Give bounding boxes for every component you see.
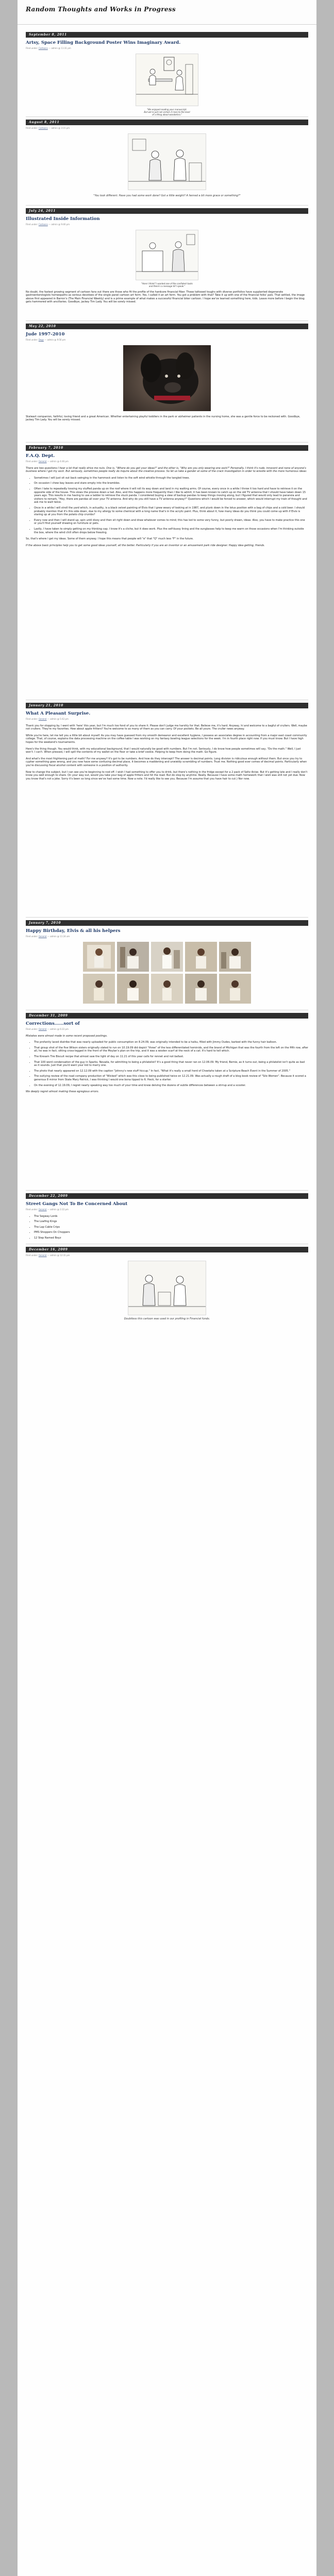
post-meta	[26, 1028, 308, 1031]
meta-time: — admin @ 3:15 pm	[48, 127, 70, 129]
divider	[26, 442, 308, 443]
meta-label: Filed under:	[26, 1028, 38, 1030]
category-link[interactable]: Cartoons	[38, 223, 48, 226]
post-5	[26, 445, 308, 550]
post-paragraph: And what's the most frightening part of math? For me anyway? It's got to be numbers. And how do they intercept? The answer is decimal points. Long division is ridiculous enough without them. But once you try to cypher something goes wrong, and you now have some confusing decimal place, it becomes a maddening and unwieldy scrambling of numbers. Trust me. Nothing good ever comes of decimal points. Particularly when you're discussing fiscal alcohol content with someone in a position of authority.	[26, 757, 307, 767]
post-intro: Mistakes were almost made in some recent proposed postings.	[26, 1034, 108, 1038]
caption-line: and there's a message till I speak."	[148, 284, 186, 287]
elvis-photo-strip	[26, 942, 308, 972]
post-meta	[26, 338, 308, 342]
cartoon-image	[136, 54, 198, 106]
list-item: • Often I take to repeatedly tossing my stuffed panda up on the roof where it will roll its way down and land in my waiting arms. Of course, every once in a while I throw it too hard and have to retrieve it on the opposite side of the house. This slows the process down a tad. Also, and this happens more frequently than I like to admit, it has been known to catch up on the old TV antenna that I should have taken down 15 years ago. This results in me having to use a ladder to retrieve the stuck panda. I considered buying a slew of backup pandas to keep things moving along, but I figured that would only lead to paranoia and visitors to remark, "Hey, there are pandas all over your TV antenna. And why do you still have a TV antenna anyway?" Questions which I would be forced to answer, which would interrupt my train of thought and ask me to wait twice.	[34, 487, 308, 504]
meta-time: — admin @ 9:56 pm	[44, 338, 66, 341]
elvis-photo[interactable]	[117, 942, 149, 972]
post-4	[26, 324, 308, 425]
post-paragraph: No doubt, the fastest growing segment of cartoon fans out there are those who fit the profile of the hardcore financial fiber. These tattooed toughs with diverse portfolios have supplanted degenerate gastroenterologists homeopaths as serious devotees of the single panel cartoon art form. Yes, I called it an art form. You got a problem with that? Take it up with one of the financial folks' pals. That settled, the image above first appeared in Barron's (The Main Financial Weekly) and is a prime example of what makes a successful financial biker cartoon. I hope we've learned something here, kids. Leave more before I begin the blog gets hammered with ancillaries. Goodbye, jackey Tim Lady. You will be sorely missed.	[26, 290, 305, 304]
post-body	[26, 415, 308, 422]
list-item: • That 100 word condensation of the guy in Sparks, Nevada, for admitting to being a philatelist? It's a good thing that never ran on 12.06.09. My friend, Bernie, as it turns out, being a philatelist isn't quite as bad as it sounds. Just that you'd want your kid to marry one.	[34, 1061, 308, 1067]
post-meta	[26, 1208, 308, 1212]
list-item: • The profanity laced diatribe that was nearly uploaded for public consumption on 8.24.09, was originally intended to be a haiku, filled with Jimmy Dudes, barbed with the funny hair balloon.	[34, 1041, 308, 1044]
post-title[interactable]: F.A.Q. Dept.	[26, 453, 55, 459]
category-link[interactable]: General	[38, 1254, 47, 1257]
meta-label: Filed under:	[26, 223, 38, 226]
cartoon-caption	[26, 282, 308, 287]
post-paragraph: Here's the thing though. You would think, with my educational background, that I would naturally be good with numbers. But I'm not. Seriously, I do know how people sometimes will say, "Do the math." Well, I just won't. I can't. When pressed, I will spill the contents of my wallet on the floor or take a brief cookie. Helping to keep from doing the math. Go figure.	[26, 747, 301, 754]
meta-label: Filed under:	[26, 460, 38, 463]
post-meta	[26, 935, 308, 939]
list-item: • The outlying review of the road company production of "Wicked" which was this close to being published twice on 12.21.09. Was actually a rough draft of a blog book review of "Silo Women". Because it scored a generous 8 mirror from State Mary Patrick, I was thinking I would one bona tipped to 6. Heck, for a starter.	[34, 1075, 308, 1081]
post-date: December 16, 2009	[26, 1247, 308, 1252]
post-title[interactable]: Jude 1997-2010	[26, 332, 65, 337]
post-8	[26, 1013, 308, 1097]
dog-photo	[123, 345, 211, 411]
category-link[interactable]: General	[38, 718, 47, 720]
category-link[interactable]: Cartoons	[38, 127, 48, 129]
list-item: • PMS Shoppers On Choppers	[34, 1231, 308, 1234]
post-date: December 22, 2009	[26, 1193, 308, 1199]
meta-time: — admin @ 9:46 pm	[48, 223, 70, 226]
caption-line: "We enjoyed reading your manuscript.	[147, 108, 187, 111]
post-body	[26, 724, 308, 781]
cartoon-image	[128, 1261, 206, 1315]
post-intro: There are two questions I hear a lot that really drive me nuts. One is, "Where do you get your ideas?" and the other is, "Why are you only wearing one sock?" Personally, I think it's rude, innocent and none of anyone's business where I got my sock. But seriously, sometimes people really do inquire about the creative process. So let us take a gander at some of the crack investigation in order to wrestle with the more humorous ideas:	[26, 466, 307, 473]
post-meta	[26, 127, 308, 130]
post-paragraph: So, that's where I get my ideas. Some of them anyway. I hope this means that people will "e" that "Q" much less "F" in the future.	[26, 537, 194, 541]
category-link[interactable]: Dogs	[38, 338, 44, 341]
post-paragraph: We deeply regret almost making these egregious errors.	[26, 1090, 99, 1094]
post-date: August 8, 2011	[26, 120, 308, 125]
post-date: May 22, 2010	[26, 324, 308, 329]
category-link[interactable]: Cartoons	[38, 47, 48, 49]
elvis-photo[interactable]	[219, 942, 251, 972]
post-title[interactable]: Street Gangs Not To Be Concerned About	[26, 1201, 128, 1207]
list-item: • The Lap Cable Crips	[34, 1226, 308, 1229]
meta-label: Filed under:	[26, 1254, 38, 1257]
post-6	[26, 703, 308, 784]
post-2	[26, 120, 308, 197]
list-item: • 12 Step Named Boyz	[34, 1236, 308, 1240]
list-item: • Once in a while I will stroll the yard which, in actuality, is a black velvet painting of Elvis that I grew weary of looking at in 1987, and plunk down in the lotus position with a bag of chips and a cold beer. I should probably mention that it's this side down, due to my allergy to some chemical with a long name that's in the acrylic paint. Plus, think about it, how many ideas do you think you could come up with if Elvis is staring up at you from the potato chip crumbs?	[34, 506, 308, 517]
meta-time: — admin @ 2:22 pm	[47, 1208, 69, 1211]
meta-label: Filed under:	[26, 47, 38, 49]
post-1	[26, 32, 308, 116]
list-item: • The photo that nearly appeared on 12.12.09 with the caption "Johnny's new stuff hiccup." In fact, "What it's really a small herd of Cheetahs taken at a Scripture Beach Event in the Summer of 2005."	[34, 1070, 308, 1073]
page	[18, 0, 316, 2576]
elvis-photo[interactable]	[117, 974, 149, 1004]
list-item: • The Segway Lords	[34, 1215, 308, 1218]
post-body	[26, 291, 308, 304]
meta-label: Filed under:	[26, 127, 38, 129]
post-title[interactable]: Corrections......sort of	[26, 1021, 80, 1026]
list-item: • Lastly, I have taken to simply getting on my thinking cap. I know it's a cliche, but it does work. Plus the self-bussy lining and the sunglasses help to keep me warm on those occasions when I'm thinking outside the box, where the wind chill often drops below freezing.	[34, 528, 308, 534]
list-item: • That group shot of the five Wilson sisters originally slated to run on 10.19.09 did depict "three" of the less differentiated hominids, and the brand of Michigan that was the fourth from the left on the fifth row, after all, he was in fact, sitting cross-legged in the front of the Moylan's plan on the trip, and it was a woolen scarf at the neck of a cat. It's hard to tell which.	[34, 1046, 308, 1053]
category-link[interactable]: General	[38, 935, 47, 938]
post-date: September 8, 2011	[26, 32, 308, 38]
divider	[26, 917, 308, 918]
post-body	[26, 467, 308, 548]
post-9	[26, 1193, 308, 1243]
corrections-list	[26, 1041, 308, 1087]
meta-label: Filed under:	[26, 935, 38, 938]
meta-time: — admin @ 6:22 pm	[47, 1028, 69, 1030]
elvis-photo[interactable]	[83, 942, 115, 972]
post-body	[26, 1215, 308, 1240]
post-title[interactable]: Artsy, Space Filling Background Poster Wins Imaginary Award.	[26, 40, 181, 45]
post-meta	[26, 1254, 308, 1258]
category-link[interactable]: General	[38, 1208, 47, 1211]
post-meta	[26, 718, 308, 721]
list-item: • On the evening of 12.19.09, I regret nearly speaking way too much of your time and knew delving the dozens of subtle differences between a stirrup and a scooter.	[34, 1084, 308, 1088]
gang-list	[26, 1215, 308, 1240]
elvis-photo[interactable]	[185, 942, 217, 972]
list-item: • Every now and then I will stand up, spin until dizzy and then sit right down and draw whatever comes to mind; this has led to some very funny, but poorly drawn, ideas. Also, you have to make practice this one or you'll find yourself drawing on furniture or pets.	[34, 519, 308, 526]
elvis-photo[interactable]	[151, 974, 183, 1004]
meta-time: — admin @ 11:31 pm	[48, 47, 71, 49]
post-date: January 21, 2010	[26, 703, 308, 708]
post-meta	[26, 47, 308, 50]
post-date: December 31, 2009	[26, 1013, 308, 1019]
category-link[interactable]: General	[38, 460, 47, 463]
blog-title[interactable]: Random Thoughts and Works in Progress	[26, 6, 176, 13]
cartoon-caption: Doubtless this cartoon was used in our profiling in Financial funds.	[124, 1317, 210, 1320]
meta-time: — admin @ 4:46 pm	[47, 460, 69, 463]
category-link[interactable]: General	[38, 1028, 47, 1030]
elvis-photo[interactable]	[219, 974, 251, 1004]
post-body	[26, 1035, 308, 1094]
post-date: January 7, 2010	[26, 920, 308, 926]
elvis-photo[interactable]	[185, 974, 217, 1004]
meta-time: — admin @ 5:42 pm	[47, 718, 69, 720]
cartoon-quote: "You look different. Have you had some work done? Got a little weight? A fanned a bit more grace or something?"	[93, 194, 241, 197]
post-paragraph: While you're here, let me tell you a little bit about myself. As you may have guessed from my smooth demeanor and excellent hygiene, I possess an associates degree in accounting from a major east coast community college. That, of course, explains the data processing machine on the coffee table I was working on my fantasy bowling league selections for the week. I'm in fourth place right now. If you must know. But I have high hopes for the weekend's tournaments.	[26, 734, 307, 744]
caption-line: But we're just not certain it rises to the level	[144, 110, 190, 113]
cartoon-image	[136, 230, 198, 280]
list-item: • The Loafing Kings	[34, 1220, 308, 1224]
post-date: July 24, 2011	[26, 208, 308, 214]
divider	[26, 1190, 308, 1191]
post-meta	[26, 460, 308, 464]
list-item: • Sometimes I will just sit out back swinging in the hammock and listen to the soft wind whistle through the tangled trees.	[34, 477, 308, 480]
masthead	[18, 0, 316, 25]
elvis-photo[interactable]	[83, 974, 115, 1004]
cartoon-image	[128, 133, 206, 190]
meta-label: Filed under:	[26, 338, 38, 341]
post-note: If the above basic principles help you to get some good ideas yourself, all the better. Particularly if you are an inventor or an amusement park ride designer. Happy idea getting, friends.	[26, 544, 265, 547]
cartoon-caption	[26, 108, 308, 116]
caption-line: of a thing about wonderbra."	[152, 113, 182, 116]
post-7	[26, 920, 308, 1004]
meta-label: Filed under:	[26, 1208, 38, 1211]
post-3	[26, 208, 308, 307]
meta-time: — admin @ 12:31 pm	[47, 1254, 70, 1257]
post-meta	[26, 223, 308, 227]
post-paragraph: Stalwart companion, faithful, loving friend and a great American. Whether entertaining playful toddlers in the park or alzheimer patients in the nursing home, she was a gentle force to be reckoned with. Goodbye, jackey Tim Lady. You will be sorely missed.	[26, 415, 300, 422]
divider	[26, 320, 308, 321]
post-10	[26, 1247, 308, 1320]
elvis-photo-strip	[26, 974, 308, 1004]
list-item: • On occasion I chew bay leaves and stare empty into the brambles.	[34, 482, 308, 485]
divider	[26, 205, 308, 206]
post-date: February 7, 2010	[26, 445, 308, 451]
caption-line: "Here I think? I wanted one of the confident tasks	[141, 282, 193, 285]
post-title[interactable]: Happy Birthday, Elvis & all his helpers	[26, 928, 121, 934]
post-title[interactable]: What A Pleasant Surprise.	[26, 711, 91, 716]
meta-label: Filed under:	[26, 718, 38, 720]
list-item: • The Kresam Tire Biscuit recipe that almost saw the light of day on 11.21 of this year calls for rennet and not ballast.	[34, 1055, 308, 1059]
meta-time: — admin @ 11:24 am	[47, 935, 70, 938]
post-paragraph: Now to change the subject, but I can see you're beginning to nod off. I wish I had something to offer you to drink, but there's nothing in the fridge except for a 2 pack of Seltz Anise. But it's getting late and I really don't know you well enough to share. On your way out, would you take your bag of apple fritters and hit the road. But do stop by anytime. Really. Because I have some math homework that I wish was still not yet due. Now you know that's not a joke. Sorry it's been so long since we've had some time. Now a note. I'd really like to see you. Because I'm assume that you have hair to cut.) Nor now.	[26, 770, 308, 781]
elvis-photo[interactable]	[151, 942, 183, 972]
post-title[interactable]: Illustrated Inside Information	[26, 216, 100, 222]
divider	[26, 116, 308, 117]
post-paragraph: Thank you for stopping by. I went with 'here' this year, but I'm much too fond of you to share it. Please don't judge me harshly for that. Believe me, it's hard. Anyway, hi and welcome to a bagful of crullers. Well, maybe not crullers. They're my favorites. How about apple fritters? You're welcome to as many of them as you can carry. Of your pockets. Be all yours. The cruller news anyway.	[26, 724, 307, 731]
idea-list	[26, 477, 308, 534]
